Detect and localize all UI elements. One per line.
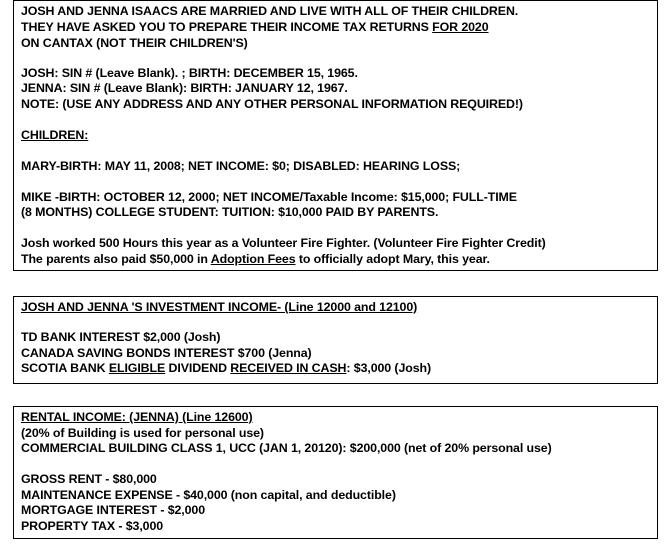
tax-year: FOR 2020 <box>432 20 489 34</box>
scotia-text-c: DIVIDEND <box>165 361 231 375</box>
received-in-cash-label: RECEIVED IN CASH <box>230 361 347 375</box>
eligible-label: ELIGIBLE <box>108 361 166 375</box>
building-info: COMMERCIAL BUILDING CLASS 1, UCC (JAN 1, 20120): $200,000 (net of 20% personal use) <box>21 441 552 455</box>
scotia-text-a: SCOTIA BANK <box>21 361 109 375</box>
children-heading: CHILDREN: <box>21 128 89 142</box>
intro-line-2 <box>21 20 489 35</box>
rental-heading: RENTAL INCOME: (JENNA) (Line 12600) <box>21 410 253 424</box>
mortgage-interest: MORTGAGE INTEREST - $2,000 <box>21 503 205 517</box>
jenna-info: JENNA: SIN # (Leave Blank): BIRTH: JANUARY 12, 1967. <box>21 81 348 95</box>
mary-info: MARY-BIRTH: MAY 11, 2008; NET INCOME: $0; DISABLED: HEARING LOSS; <box>21 159 461 173</box>
mike-info-line-2: (8 MONTHS) COLLEGE STUDENT: TUITION: $10,000 PAID BY PARENTS. <box>21 205 439 219</box>
investment-heading: JOSH AND JENNA 'S INVESTMENT INCOME- (Line 12000 and 12100) <box>21 300 418 314</box>
adoption-line <box>21 252 490 267</box>
investment-income-box <box>13 296 658 384</box>
adoption-text-c: to officially adopt Mary, this year. <box>295 252 490 266</box>
scotia-dividend <box>21 361 431 376</box>
gross-rent: GROSS RENT - $80,000 <box>21 472 157 486</box>
mike-info-line-1: MIKE -BIRTH: OCTOBER 12, 2000; NET INCOME/Taxable Income: $15,000; FULL-TIME <box>21 190 517 204</box>
intro-line-2-text: THEY HAVE ASKED YOU TO PREPARE THEIR INCOME TAX RETURNS <box>21 20 433 34</box>
volunteer-line: Josh worked 500 Hours this year as a Volunteer Fire Fighter. (Volunteer Fire Fighter Credit) <box>21 236 546 250</box>
intro-line-1: JOSH AND JENNA ISAACS ARE MARRIED AND LIVE WITH ALL OF THEIR CHILDREN. <box>21 4 519 18</box>
josh-info: JOSH: SIN # (Leave Blank). ; BIRTH: DECEMBER 15, 1965. <box>21 66 358 80</box>
property-tax: PROPERTY TAX - $3,000 <box>21 519 164 533</box>
rental-income-box <box>13 406 658 539</box>
personal-use-note: (20% of Building is used for personal use) <box>21 426 264 440</box>
case-details-box <box>13 0 658 271</box>
scotia-text-e: : $3,000 (Josh) <box>346 361 431 375</box>
csb-interest: CANADA SAVING BONDS INTEREST $700 (Jenna) <box>21 346 312 360</box>
adoption-fees: Adoption Fees <box>210 252 296 266</box>
adoption-text-a: The parents also paid $50,000 in <box>21 252 211 266</box>
note-line: NOTE: (USE ANY ADDRESS AND ANY OTHER PERSONAL INFORMATION REQUIRED!) <box>21 97 523 111</box>
td-interest: TD BANK INTEREST $2,000 (Josh) <box>21 330 221 344</box>
maintenance-expense: MAINTENANCE EXPENSE - $40,000 (non capital, and deductible) <box>21 488 396 502</box>
intro-line-3: ON CANTAX (NOT THEIR CHILDREN'S) <box>21 36 248 50</box>
